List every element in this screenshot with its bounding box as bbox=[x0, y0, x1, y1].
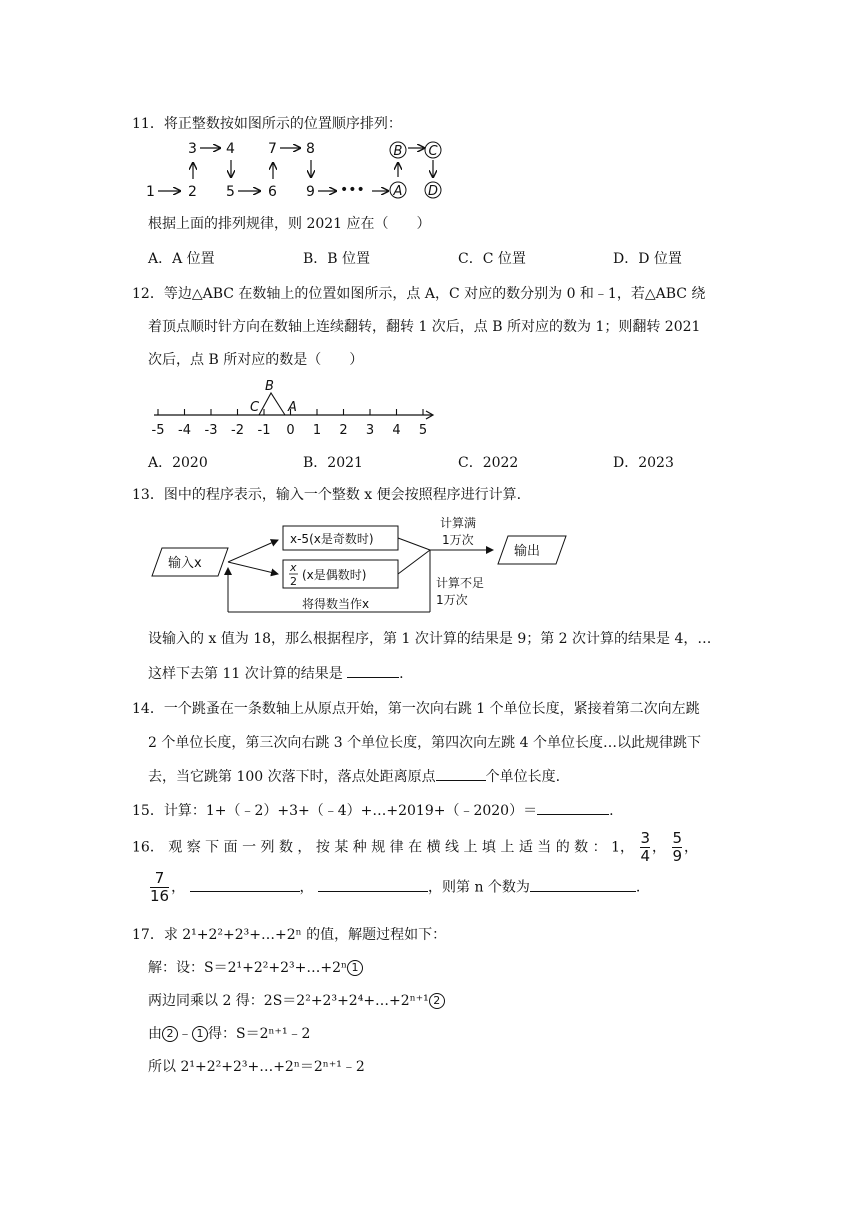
q11-options bbox=[148, 248, 788, 268]
q12-options bbox=[148, 452, 788, 472]
q12-tick-label: -2 bbox=[231, 423, 244, 438]
q12-tick-label: -3 bbox=[204, 423, 218, 438]
q12-option-a[interactable]: A．2020 bbox=[148, 455, 208, 471]
q13-short-count-1: 计算不足 bbox=[436, 576, 485, 590]
q12-line3: 次后，点 B 所对应的数是（ ） bbox=[148, 352, 364, 368]
q12-tick-label: 0 bbox=[286, 423, 295, 438]
q12-label-b: B bbox=[265, 379, 274, 394]
q12-tick-label: 5 bbox=[418, 423, 428, 438]
q11-stem: 11．将正整数按如图所示的位置顺序排列： bbox=[132, 116, 402, 132]
q17-step1: 解：设：S＝2¹+2²+2³+…+2ⁿ 1 bbox=[148, 957, 363, 977]
q12-tick-label: 3 bbox=[365, 423, 375, 438]
q16-fraction-3-4: $\frac{3}{4}$ bbox=[640, 829, 650, 865]
q16-line1: 16． 观 察 下 面 一 列 数 ， 按 某 种 规 律 在 横 线 上 填 上 适 当 的 数 ： 1， $\frac{3}{4}$ ， $\frac{5}{9}$ ， bbox=[132, 829, 698, 865]
q11-option-d[interactable]: D．D 位置 bbox=[613, 251, 682, 267]
q11-option-c[interactable]: C．C 位置 bbox=[458, 251, 526, 267]
q17-marker-1b: 1 bbox=[192, 1026, 208, 1042]
q12-tick-label: -5 bbox=[151, 423, 165, 438]
q14-line1: 14．一个跳蚤在一条数轴上从原点开始，第一次向右跳 1 个单位长度，紧接着第二次向左跳 bbox=[132, 701, 700, 717]
q12-option-b[interactable]: B．2021 bbox=[303, 455, 363, 471]
q12-line1: 12．等边△ABC 在数轴上的位置如图所示，点 A，C 对应的数分别为 0 和﹣1，若△ABC 绕 bbox=[132, 286, 706, 302]
q13-even-rule: (x是偶数时) bbox=[302, 568, 367, 582]
q11-label-c: C bbox=[428, 144, 438, 159]
q16-blank-1[interactable] bbox=[190, 877, 300, 892]
q13-feedback-label: 将得数当作x bbox=[302, 597, 370, 611]
q17-marker-2: 2 bbox=[429, 993, 445, 1009]
q13-input-label: 输入x bbox=[168, 556, 202, 571]
q12-label-a: A bbox=[288, 400, 297, 415]
q11-prompt: 根据上面的排列规律，则 2021 应在（ ） bbox=[148, 216, 431, 232]
q11-label-a: A bbox=[393, 184, 403, 199]
q12-tick-label: -4 bbox=[178, 423, 191, 438]
q12-option-d[interactable]: D．2023 bbox=[613, 455, 674, 471]
q12-tick-label: 1 bbox=[312, 423, 322, 438]
q11-option-b[interactable]: B．B 位置 bbox=[303, 251, 371, 267]
q11-number-arrangement-figure bbox=[140, 136, 460, 202]
q11-n4: 4 bbox=[226, 141, 235, 157]
q11-option-a[interactable]: A．A 位置 bbox=[148, 251, 215, 267]
q16-blank-nth[interactable] bbox=[530, 877, 636, 892]
q17-step2: 两边同乘以 2 得：2S＝2²+2³+2⁴+…+2ⁿ⁺¹ 2 bbox=[148, 990, 445, 1010]
q16-blank-2[interactable] bbox=[318, 877, 428, 892]
q13-program-flowchart bbox=[148, 512, 578, 622]
q11-n2: 2 bbox=[188, 184, 197, 200]
q12-option-c[interactable]: C．2022 bbox=[458, 455, 519, 471]
q13-even-denominator: 2 bbox=[290, 575, 297, 588]
q15-answer-blank[interactable] bbox=[537, 800, 609, 815]
q14-answer-blank[interactable] bbox=[436, 766, 486, 781]
q13-full-count-2: 1万次 bbox=[442, 533, 474, 547]
q16-fraction-7-16: $\frac{7}{16}$ bbox=[150, 869, 170, 905]
q13-line2: 这样下去第 11 次计算的结果是 . bbox=[148, 663, 404, 683]
q13-answer-blank[interactable] bbox=[347, 663, 399, 678]
q11-n8: 8 bbox=[306, 141, 315, 157]
q11-n5: 5 bbox=[226, 184, 235, 200]
q17-step4: 所以 2¹+2²+2³+…+2ⁿ＝2ⁿ⁺¹﹣2 bbox=[148, 1059, 365, 1075]
q17-stem: 17．求 2¹+2²+2³+…+2ⁿ 的值，解题过程如下： bbox=[132, 927, 447, 943]
q16-fraction-5-9: $\frac{5}{9}$ bbox=[672, 829, 682, 865]
q13-stem: 13．图中的程序表示，输入一个整数 x 便会按照程序进行计算. bbox=[132, 487, 522, 503]
q14-line2: 2 个单位长度，第三次向右跳 3 个单位长度，第四次向左跳 4 个单位长度…以此规律跳下 bbox=[148, 735, 701, 751]
q14-line3: 去，当它跳第 100 次落下时，落点处距离原点 个单位长度. bbox=[148, 766, 560, 786]
q16-line2: $\frac{7}{16}$ ， ， ，则第 n 个数为 . bbox=[150, 869, 641, 905]
q12-tick-label: 4 bbox=[392, 423, 401, 438]
q11-n6: 6 bbox=[268, 184, 277, 200]
q13-even-numerator: x bbox=[290, 561, 297, 574]
q13-line1: 设输入的 x 值为 18，那么根据程序，第 1 次计算的结果是 9；第 2 次计算的结果是 4，… bbox=[148, 631, 712, 647]
q12-label-c: C bbox=[250, 400, 260, 415]
q11-n3: 3 bbox=[188, 141, 197, 157]
q11-n7: 7 bbox=[268, 141, 277, 157]
q11-n9: 9 bbox=[306, 184, 315, 200]
q15-line: 15．计算：1+（﹣2）+3+（﹣4）+…+2019+（﹣2020）＝ . bbox=[132, 800, 614, 820]
q12-line2: 着顶点顺时针方向在数轴上连续翻转，翻转 1 次后，点 B 所对应的数为 1；则翻转 2021 bbox=[148, 319, 701, 335]
q12-tick-label: 2 bbox=[339, 423, 348, 438]
q12-number-line-figure bbox=[140, 378, 440, 440]
q13-output-label: 输出 bbox=[514, 544, 541, 559]
q11-label-b: B bbox=[393, 144, 403, 159]
q13-odd-rule: x-5(x是奇数时) bbox=[290, 532, 374, 546]
q12-tick-label: -1 bbox=[257, 423, 271, 438]
q11-dots: ••• bbox=[340, 182, 365, 198]
q13-short-count-2: 1万次 bbox=[436, 593, 468, 607]
q17-step3: 由 2 ﹣ 1 得：S＝2ⁿ⁺¹﹣2 bbox=[148, 1026, 311, 1042]
q13-full-count-1: 计算满 bbox=[440, 516, 477, 530]
q11-label-d: D bbox=[427, 184, 439, 199]
q17-marker-1: 1 bbox=[347, 960, 363, 976]
q11-n1: 1 bbox=[146, 184, 155, 200]
q17-marker-2b: 2 bbox=[162, 1026, 178, 1042]
